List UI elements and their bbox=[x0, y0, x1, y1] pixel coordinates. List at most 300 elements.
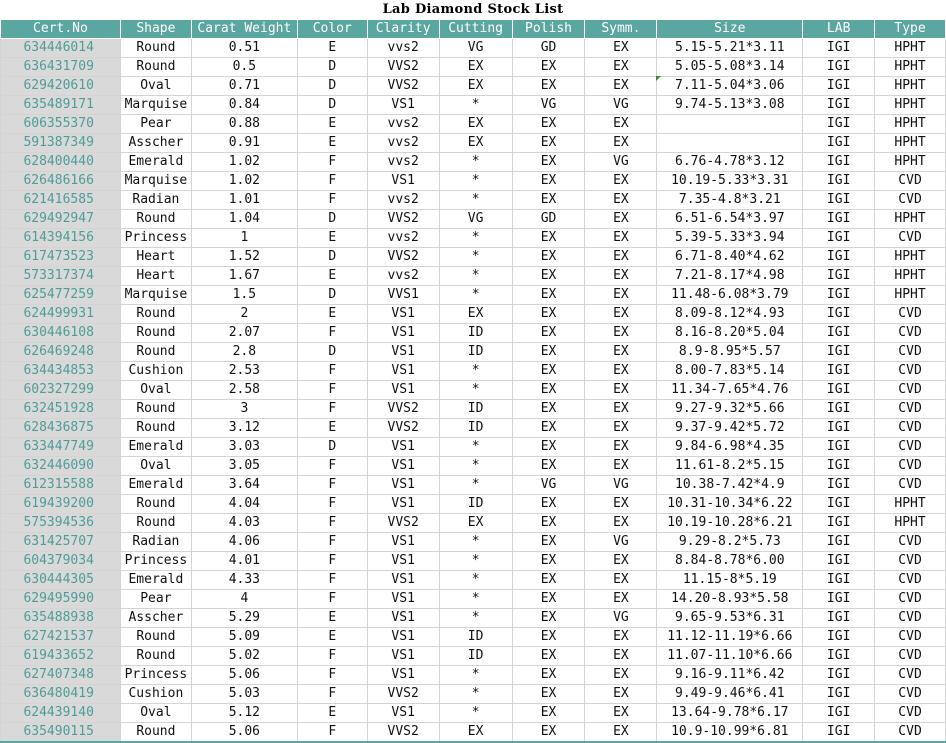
carat-weight-cell[interactable]: 0.5 bbox=[191, 58, 297, 77]
type-cell[interactable]: HPHT bbox=[875, 115, 946, 134]
color-cell[interactable]: F bbox=[297, 457, 367, 476]
symmetry-cell[interactable]: EX bbox=[585, 324, 657, 343]
lab-cell[interactable]: IGI bbox=[803, 210, 875, 229]
type-cell[interactable]: HPHT bbox=[875, 153, 946, 172]
clarity-cell[interactable]: VS1 bbox=[367, 381, 439, 400]
shape-cell[interactable]: Princess bbox=[120, 666, 191, 685]
clarity-cell[interactable]: VS1 bbox=[367, 324, 439, 343]
cert-no-cell[interactable]: 625477259 bbox=[1, 286, 121, 305]
cutting-cell[interactable]: * bbox=[439, 704, 512, 723]
clarity-cell[interactable]: VS1 bbox=[367, 704, 439, 723]
shape-cell[interactable]: Pear bbox=[120, 590, 191, 609]
cutting-cell[interactable]: * bbox=[439, 248, 512, 267]
cutting-cell[interactable]: VG bbox=[439, 39, 512, 58]
size-cell[interactable]: 9.27-9.32*5.66 bbox=[657, 400, 803, 419]
color-cell[interactable]: E bbox=[297, 115, 367, 134]
lab-cell[interactable]: IGI bbox=[803, 248, 875, 267]
shape-cell[interactable]: Emerald bbox=[120, 153, 191, 172]
clarity-cell[interactable]: VS1 bbox=[367, 457, 439, 476]
cert-no-cell[interactable]: 634446014 bbox=[1, 39, 121, 58]
symmetry-cell[interactable]: EX bbox=[585, 704, 657, 723]
carat-weight-cell[interactable]: 3 bbox=[191, 400, 297, 419]
carat-weight-cell[interactable]: 4.04 bbox=[191, 495, 297, 514]
carat-weight-cell[interactable]: 4.06 bbox=[191, 533, 297, 552]
cutting-cell[interactable]: * bbox=[439, 438, 512, 457]
color-cell[interactable]: F bbox=[297, 172, 367, 191]
lab-cell[interactable]: IGI bbox=[803, 134, 875, 153]
type-cell[interactable]: CVD bbox=[875, 438, 946, 457]
size-cell[interactable]: 6.76-4.78*3.12 bbox=[657, 153, 803, 172]
polish-cell[interactable]: VG bbox=[512, 96, 585, 115]
carat-weight-cell[interactable]: 5.29 bbox=[191, 609, 297, 628]
carat-weight-cell[interactable]: 1.02 bbox=[191, 153, 297, 172]
size-cell[interactable]: 6.71-8.40*4.62 bbox=[657, 248, 803, 267]
type-cell[interactable]: CVD bbox=[875, 419, 946, 438]
color-cell[interactable]: E bbox=[297, 267, 367, 286]
symmetry-cell[interactable]: EX bbox=[585, 172, 657, 191]
symmetry-cell[interactable]: EX bbox=[585, 115, 657, 134]
polish-cell[interactable]: EX bbox=[512, 362, 585, 381]
size-cell[interactable]: 10.38-7.42*4.9 bbox=[657, 476, 803, 495]
lab-cell[interactable]: IGI bbox=[803, 286, 875, 305]
type-cell[interactable]: CVD bbox=[875, 381, 946, 400]
color-cell[interactable]: F bbox=[297, 666, 367, 685]
color-cell[interactable]: F bbox=[297, 191, 367, 210]
symmetry-cell[interactable]: EX bbox=[585, 58, 657, 77]
polish-cell[interactable]: EX bbox=[512, 286, 585, 305]
size-cell[interactable]: 5.05-5.08*3.14 bbox=[657, 58, 803, 77]
size-cell[interactable]: 7.21-8.17*4.98 bbox=[657, 267, 803, 286]
cert-no-cell[interactable]: 632451928 bbox=[1, 400, 121, 419]
cert-no-cell[interactable]: 619439200 bbox=[1, 495, 121, 514]
clarity-cell[interactable]: VS1 bbox=[367, 666, 439, 685]
size-cell[interactable]: 11.61-8.2*5.15 bbox=[657, 457, 803, 476]
cert-no-cell[interactable]: 628436875 bbox=[1, 419, 121, 438]
type-cell[interactable]: CVD bbox=[875, 400, 946, 419]
carat-weight-cell[interactable]: 2 bbox=[191, 305, 297, 324]
type-cell[interactable]: CVD bbox=[875, 324, 946, 343]
lab-cell[interactable]: IGI bbox=[803, 590, 875, 609]
polish-cell[interactable]: EX bbox=[512, 704, 585, 723]
size-cell[interactable]: 10.31-10.34*6.22 bbox=[657, 495, 803, 514]
polish-cell[interactable]: EX bbox=[512, 457, 585, 476]
clarity-cell[interactable]: vvs2 bbox=[367, 134, 439, 153]
shape-cell[interactable]: Round bbox=[120, 514, 191, 533]
lab-cell[interactable]: IGI bbox=[803, 362, 875, 381]
cutting-cell[interactable]: EX bbox=[439, 305, 512, 324]
size-cell[interactable]: 5.39-5.33*3.94 bbox=[657, 229, 803, 248]
clarity-cell[interactable]: vvs2 bbox=[367, 229, 439, 248]
shape-cell[interactable]: Cushion bbox=[120, 362, 191, 381]
carat-weight-cell[interactable]: 3.03 bbox=[191, 438, 297, 457]
cutting-cell[interactable]: * bbox=[439, 609, 512, 628]
shape-cell[interactable]: Oval bbox=[120, 77, 191, 96]
carat-weight-cell[interactable]: 4.03 bbox=[191, 514, 297, 533]
polish-cell[interactable]: EX bbox=[512, 609, 585, 628]
cutting-cell[interactable]: EX bbox=[439, 77, 512, 96]
lab-cell[interactable]: IGI bbox=[803, 476, 875, 495]
lab-cell[interactable]: IGI bbox=[803, 419, 875, 438]
color-cell[interactable]: E bbox=[297, 39, 367, 58]
color-cell[interactable]: D bbox=[297, 286, 367, 305]
color-cell[interactable]: F bbox=[297, 552, 367, 571]
size-cell[interactable]: 6.51-6.54*3.97 bbox=[657, 210, 803, 229]
shape-cell[interactable]: Asscher bbox=[120, 134, 191, 153]
polish-cell[interactable]: EX bbox=[512, 153, 585, 172]
symmetry-cell[interactable]: VG bbox=[585, 476, 657, 495]
shape-cell[interactable]: Round bbox=[120, 400, 191, 419]
clarity-cell[interactable]: vvs2 bbox=[367, 153, 439, 172]
lab-cell[interactable]: IGI bbox=[803, 324, 875, 343]
clarity-cell[interactable]: VS1 bbox=[367, 343, 439, 362]
symmetry-cell[interactable]: EX bbox=[585, 248, 657, 267]
shape-cell[interactable]: Oval bbox=[120, 704, 191, 723]
size-cell[interactable]: 9.74-5.13*3.08 bbox=[657, 96, 803, 115]
column-header-2[interactable]: Carat Weight bbox=[191, 20, 297, 39]
type-cell[interactable]: CVD bbox=[875, 590, 946, 609]
cutting-cell[interactable]: * bbox=[439, 229, 512, 248]
lab-cell[interactable]: IGI bbox=[803, 685, 875, 704]
lab-cell[interactable]: IGI bbox=[803, 552, 875, 571]
shape-cell[interactable]: Round bbox=[120, 628, 191, 647]
polish-cell[interactable]: EX bbox=[512, 191, 585, 210]
carat-weight-cell[interactable]: 1.02 bbox=[191, 172, 297, 191]
type-cell[interactable]: CVD bbox=[875, 343, 946, 362]
carat-weight-cell[interactable]: 5.12 bbox=[191, 704, 297, 723]
size-cell[interactable]: 9.65-9.53*6.31 bbox=[657, 609, 803, 628]
type-cell[interactable]: CVD bbox=[875, 647, 946, 666]
symmetry-cell[interactable]: EX bbox=[585, 77, 657, 96]
size-cell[interactable]: 13.64-9.78*6.17 bbox=[657, 704, 803, 723]
carat-weight-cell[interactable]: 2.53 bbox=[191, 362, 297, 381]
clarity-cell[interactable]: VS1 bbox=[367, 552, 439, 571]
symmetry-cell[interactable]: EX bbox=[585, 628, 657, 647]
shape-cell[interactable]: Oval bbox=[120, 457, 191, 476]
lab-cell[interactable]: IGI bbox=[803, 666, 875, 685]
polish-cell[interactable]: GD bbox=[512, 39, 585, 58]
shape-cell[interactable]: Round bbox=[120, 647, 191, 666]
polish-cell[interactable]: EX bbox=[512, 343, 585, 362]
symmetry-cell[interactable]: EX bbox=[585, 438, 657, 457]
polish-cell[interactable]: EX bbox=[512, 685, 585, 704]
type-cell[interactable]: CVD bbox=[875, 305, 946, 324]
color-cell[interactable]: F bbox=[297, 400, 367, 419]
lab-cell[interactable]: IGI bbox=[803, 400, 875, 419]
polish-cell[interactable]: EX bbox=[512, 267, 585, 286]
lab-cell[interactable]: IGI bbox=[803, 153, 875, 172]
cutting-cell[interactable]: * bbox=[439, 590, 512, 609]
cert-no-cell[interactable]: 591387349 bbox=[1, 134, 121, 153]
lab-cell[interactable]: IGI bbox=[803, 723, 875, 743]
type-cell[interactable]: CVD bbox=[875, 628, 946, 647]
clarity-cell[interactable]: VS1 bbox=[367, 571, 439, 590]
symmetry-cell[interactable]: EX bbox=[585, 210, 657, 229]
carat-weight-cell[interactable]: 0.91 bbox=[191, 134, 297, 153]
symmetry-cell[interactable]: EX bbox=[585, 343, 657, 362]
cert-no-cell[interactable]: 636431709 bbox=[1, 58, 121, 77]
shape-cell[interactable]: Asscher bbox=[120, 609, 191, 628]
lab-cell[interactable]: IGI bbox=[803, 457, 875, 476]
lab-cell[interactable]: IGI bbox=[803, 115, 875, 134]
cutting-cell[interactable]: VG bbox=[439, 210, 512, 229]
shape-cell[interactable]: Pear bbox=[120, 115, 191, 134]
size-cell[interactable]: 11.48-6.08*3.79 bbox=[657, 286, 803, 305]
cutting-cell[interactable]: * bbox=[439, 533, 512, 552]
size-cell[interactable]: 8.16-8.20*5.04 bbox=[657, 324, 803, 343]
clarity-cell[interactable]: VVS2 bbox=[367, 58, 439, 77]
color-cell[interactable]: F bbox=[297, 476, 367, 495]
carat-weight-cell[interactable]: 0.88 bbox=[191, 115, 297, 134]
polish-cell[interactable]: VG bbox=[512, 476, 585, 495]
polish-cell[interactable]: EX bbox=[512, 628, 585, 647]
symmetry-cell[interactable]: EX bbox=[585, 134, 657, 153]
cert-no-cell[interactable]: 626469248 bbox=[1, 343, 121, 362]
symmetry-cell[interactable]: EX bbox=[585, 286, 657, 305]
polish-cell[interactable]: EX bbox=[512, 571, 585, 590]
cutting-cell[interactable]: ID bbox=[439, 343, 512, 362]
clarity-cell[interactable]: VS1 bbox=[367, 628, 439, 647]
carat-weight-cell[interactable]: 5.02 bbox=[191, 647, 297, 666]
carat-weight-cell[interactable]: 1.01 bbox=[191, 191, 297, 210]
shape-cell[interactable]: Oval bbox=[120, 381, 191, 400]
color-cell[interactable]: F bbox=[297, 533, 367, 552]
color-cell[interactable]: F bbox=[297, 590, 367, 609]
size-cell[interactable]: 11.12-11.19*6.66 bbox=[657, 628, 803, 647]
clarity-cell[interactable]: VS1 bbox=[367, 305, 439, 324]
color-cell[interactable]: F bbox=[297, 723, 367, 743]
color-cell[interactable]: D bbox=[297, 438, 367, 457]
lab-cell[interactable]: IGI bbox=[803, 628, 875, 647]
symmetry-cell[interactable]: EX bbox=[585, 723, 657, 743]
carat-weight-cell[interactable]: 4.01 bbox=[191, 552, 297, 571]
polish-cell[interactable]: EX bbox=[512, 305, 585, 324]
carat-weight-cell[interactable]: 3.64 bbox=[191, 476, 297, 495]
shape-cell[interactable]: Heart bbox=[120, 267, 191, 286]
type-cell[interactable]: CVD bbox=[875, 571, 946, 590]
lab-cell[interactable]: IGI bbox=[803, 229, 875, 248]
color-cell[interactable]: D bbox=[297, 248, 367, 267]
shape-cell[interactable]: Round bbox=[120, 343, 191, 362]
carat-weight-cell[interactable]: 0.51 bbox=[191, 39, 297, 58]
cert-no-cell[interactable]: 604379034 bbox=[1, 552, 121, 571]
shape-cell[interactable]: Round bbox=[120, 495, 191, 514]
color-cell[interactable]: F bbox=[297, 685, 367, 704]
cutting-cell[interactable]: * bbox=[439, 153, 512, 172]
cert-no-cell[interactable]: 627421537 bbox=[1, 628, 121, 647]
lab-cell[interactable]: IGI bbox=[803, 647, 875, 666]
polish-cell[interactable]: GD bbox=[512, 210, 585, 229]
lab-cell[interactable]: IGI bbox=[803, 267, 875, 286]
polish-cell[interactable]: EX bbox=[512, 400, 585, 419]
carat-weight-cell[interactable]: 3.12 bbox=[191, 419, 297, 438]
cert-no-cell[interactable]: 575394536 bbox=[1, 514, 121, 533]
cert-no-cell[interactable]: 630446108 bbox=[1, 324, 121, 343]
lab-cell[interactable]: IGI bbox=[803, 381, 875, 400]
column-header-1[interactable]: Shape bbox=[120, 20, 191, 39]
cutting-cell[interactable]: ID bbox=[439, 324, 512, 343]
carat-weight-cell[interactable]: 5.09 bbox=[191, 628, 297, 647]
lab-cell[interactable]: IGI bbox=[803, 77, 875, 96]
cert-no-cell[interactable]: 624499931 bbox=[1, 305, 121, 324]
polish-cell[interactable]: EX bbox=[512, 134, 585, 153]
type-cell[interactable]: CVD bbox=[875, 362, 946, 381]
color-cell[interactable]: D bbox=[297, 343, 367, 362]
type-cell[interactable]: HPHT bbox=[875, 96, 946, 115]
size-cell[interactable]: 10.9-10.99*6.81 bbox=[657, 723, 803, 743]
symmetry-cell[interactable]: EX bbox=[585, 39, 657, 58]
cutting-cell[interactable]: EX bbox=[439, 58, 512, 77]
cert-no-cell[interactable]: 633447749 bbox=[1, 438, 121, 457]
clarity-cell[interactable]: VS1 bbox=[367, 590, 439, 609]
polish-cell[interactable]: EX bbox=[512, 438, 585, 457]
size-cell[interactable]: 11.15-8*5.19 bbox=[657, 571, 803, 590]
column-header-5[interactable]: Cutting bbox=[439, 20, 512, 39]
type-cell[interactable]: HPHT bbox=[875, 58, 946, 77]
polish-cell[interactable]: EX bbox=[512, 666, 585, 685]
symmetry-cell[interactable]: EX bbox=[585, 362, 657, 381]
clarity-cell[interactable]: VVS2 bbox=[367, 514, 439, 533]
cert-no-cell[interactable]: 635490115 bbox=[1, 723, 121, 743]
cert-no-cell[interactable]: 631425707 bbox=[1, 533, 121, 552]
clarity-cell[interactable]: VS1 bbox=[367, 609, 439, 628]
symmetry-cell[interactable]: EX bbox=[585, 514, 657, 533]
type-cell[interactable]: CVD bbox=[875, 704, 946, 723]
cert-no-cell[interactable]: 629420610 bbox=[1, 77, 121, 96]
clarity-cell[interactable]: vvs2 bbox=[367, 115, 439, 134]
type-cell[interactable]: CVD bbox=[875, 609, 946, 628]
polish-cell[interactable]: EX bbox=[512, 723, 585, 743]
size-cell[interactable]: 9.16-9.11*6.42 bbox=[657, 666, 803, 685]
color-cell[interactable]: D bbox=[297, 96, 367, 115]
symmetry-cell[interactable]: EX bbox=[585, 400, 657, 419]
symmetry-cell[interactable]: EX bbox=[585, 495, 657, 514]
carat-weight-cell[interactable]: 1 bbox=[191, 229, 297, 248]
cert-no-cell[interactable]: 624439140 bbox=[1, 704, 121, 723]
size-cell[interactable]: 9.49-9.46*6.41 bbox=[657, 685, 803, 704]
cert-no-cell[interactable]: 617473523 bbox=[1, 248, 121, 267]
lab-cell[interactable]: IGI bbox=[803, 438, 875, 457]
type-cell[interactable]: HPHT bbox=[875, 495, 946, 514]
color-cell[interactable]: E bbox=[297, 628, 367, 647]
carat-weight-cell[interactable]: 4.33 bbox=[191, 571, 297, 590]
polish-cell[interactable]: EX bbox=[512, 77, 585, 96]
cutting-cell[interactable]: ID bbox=[439, 495, 512, 514]
color-cell[interactable]: E bbox=[297, 305, 367, 324]
polish-cell[interactable]: EX bbox=[512, 381, 585, 400]
shape-cell[interactable]: Round bbox=[120, 723, 191, 743]
shape-cell[interactable]: Round bbox=[120, 210, 191, 229]
column-header-0[interactable]: Cert.No bbox=[1, 20, 121, 39]
lab-cell[interactable]: IGI bbox=[803, 96, 875, 115]
type-cell[interactable]: HPHT bbox=[875, 286, 946, 305]
cutting-cell[interactable]: EX bbox=[439, 723, 512, 743]
color-cell[interactable]: F bbox=[297, 362, 367, 381]
carat-weight-cell[interactable]: 1.52 bbox=[191, 248, 297, 267]
symmetry-cell[interactable]: EX bbox=[585, 666, 657, 685]
cert-no-cell[interactable]: 634434853 bbox=[1, 362, 121, 381]
symmetry-cell[interactable]: EX bbox=[585, 590, 657, 609]
cert-no-cell[interactable]: 612315588 bbox=[1, 476, 121, 495]
type-cell[interactable]: CVD bbox=[875, 229, 946, 248]
clarity-cell[interactable]: VVS2 bbox=[367, 723, 439, 743]
symmetry-cell[interactable]: EX bbox=[585, 685, 657, 704]
cert-no-cell[interactable]: 636480419 bbox=[1, 685, 121, 704]
lab-cell[interactable]: IGI bbox=[803, 172, 875, 191]
shape-cell[interactable]: Cushion bbox=[120, 685, 191, 704]
size-cell[interactable]: 7.11-5.04*3.06 bbox=[657, 77, 803, 96]
lab-cell[interactable]: IGI bbox=[803, 533, 875, 552]
shape-cell[interactable]: Round bbox=[120, 58, 191, 77]
cutting-cell[interactable]: EX bbox=[439, 134, 512, 153]
size-cell[interactable]: 8.84-8.78*6.00 bbox=[657, 552, 803, 571]
cert-no-cell[interactable]: 635489171 bbox=[1, 96, 121, 115]
clarity-cell[interactable]: VS1 bbox=[367, 533, 439, 552]
lab-cell[interactable]: IGI bbox=[803, 343, 875, 362]
cutting-cell[interactable]: * bbox=[439, 476, 512, 495]
shape-cell[interactable]: Radian bbox=[120, 533, 191, 552]
shape-cell[interactable]: Princess bbox=[120, 229, 191, 248]
type-cell[interactable]: CVD bbox=[875, 457, 946, 476]
carat-weight-cell[interactable]: 1.04 bbox=[191, 210, 297, 229]
symmetry-cell[interactable]: EX bbox=[585, 457, 657, 476]
cutting-cell[interactable]: * bbox=[439, 666, 512, 685]
clarity-cell[interactable]: VVS2 bbox=[367, 419, 439, 438]
clarity-cell[interactable]: VS1 bbox=[367, 495, 439, 514]
cutting-cell[interactable]: EX bbox=[439, 115, 512, 134]
lab-cell[interactable]: IGI bbox=[803, 305, 875, 324]
clarity-cell[interactable]: vvs2 bbox=[367, 267, 439, 286]
size-cell[interactable] bbox=[657, 115, 803, 134]
cutting-cell[interactable]: * bbox=[439, 571, 512, 590]
shape-cell[interactable]: Heart bbox=[120, 248, 191, 267]
polish-cell[interactable]: EX bbox=[512, 419, 585, 438]
symmetry-cell[interactable]: VG bbox=[585, 609, 657, 628]
symmetry-cell[interactable]: EX bbox=[585, 229, 657, 248]
carat-weight-cell[interactable]: 4 bbox=[191, 590, 297, 609]
shape-cell[interactable]: Emerald bbox=[120, 571, 191, 590]
color-cell[interactable]: E bbox=[297, 134, 367, 153]
clarity-cell[interactable]: VS1 bbox=[367, 172, 439, 191]
symmetry-cell[interactable]: EX bbox=[585, 571, 657, 590]
cutting-cell[interactable]: EX bbox=[439, 514, 512, 533]
polish-cell[interactable]: EX bbox=[512, 533, 585, 552]
cutting-cell[interactable]: ID bbox=[439, 419, 512, 438]
cutting-cell[interactable]: * bbox=[439, 267, 512, 286]
cert-no-cell[interactable]: 606355370 bbox=[1, 115, 121, 134]
carat-weight-cell[interactable]: 1.67 bbox=[191, 267, 297, 286]
type-cell[interactable]: HPHT bbox=[875, 134, 946, 153]
cutting-cell[interactable]: * bbox=[439, 552, 512, 571]
cutting-cell[interactable]: * bbox=[439, 286, 512, 305]
shape-cell[interactable]: Emerald bbox=[120, 476, 191, 495]
color-cell[interactable]: D bbox=[297, 77, 367, 96]
color-cell[interactable]: D bbox=[297, 58, 367, 77]
size-cell[interactable]: 11.07-11.10*6.66 bbox=[657, 647, 803, 666]
clarity-cell[interactable]: VS1 bbox=[367, 362, 439, 381]
cutting-cell[interactable]: * bbox=[439, 172, 512, 191]
type-cell[interactable]: HPHT bbox=[875, 267, 946, 286]
cutting-cell[interactable]: ID bbox=[439, 400, 512, 419]
shape-cell[interactable]: Radian bbox=[120, 191, 191, 210]
cert-no-cell[interactable]: 602327299 bbox=[1, 381, 121, 400]
lab-cell[interactable]: IGI bbox=[803, 514, 875, 533]
color-cell[interactable]: F bbox=[297, 495, 367, 514]
size-cell[interactable]: 14.20-8.93*5.58 bbox=[657, 590, 803, 609]
cutting-cell[interactable]: * bbox=[439, 381, 512, 400]
shape-cell[interactable]: Marquise bbox=[120, 286, 191, 305]
carat-weight-cell[interactable]: 1.5 bbox=[191, 286, 297, 305]
symmetry-cell[interactable]: VG bbox=[585, 153, 657, 172]
